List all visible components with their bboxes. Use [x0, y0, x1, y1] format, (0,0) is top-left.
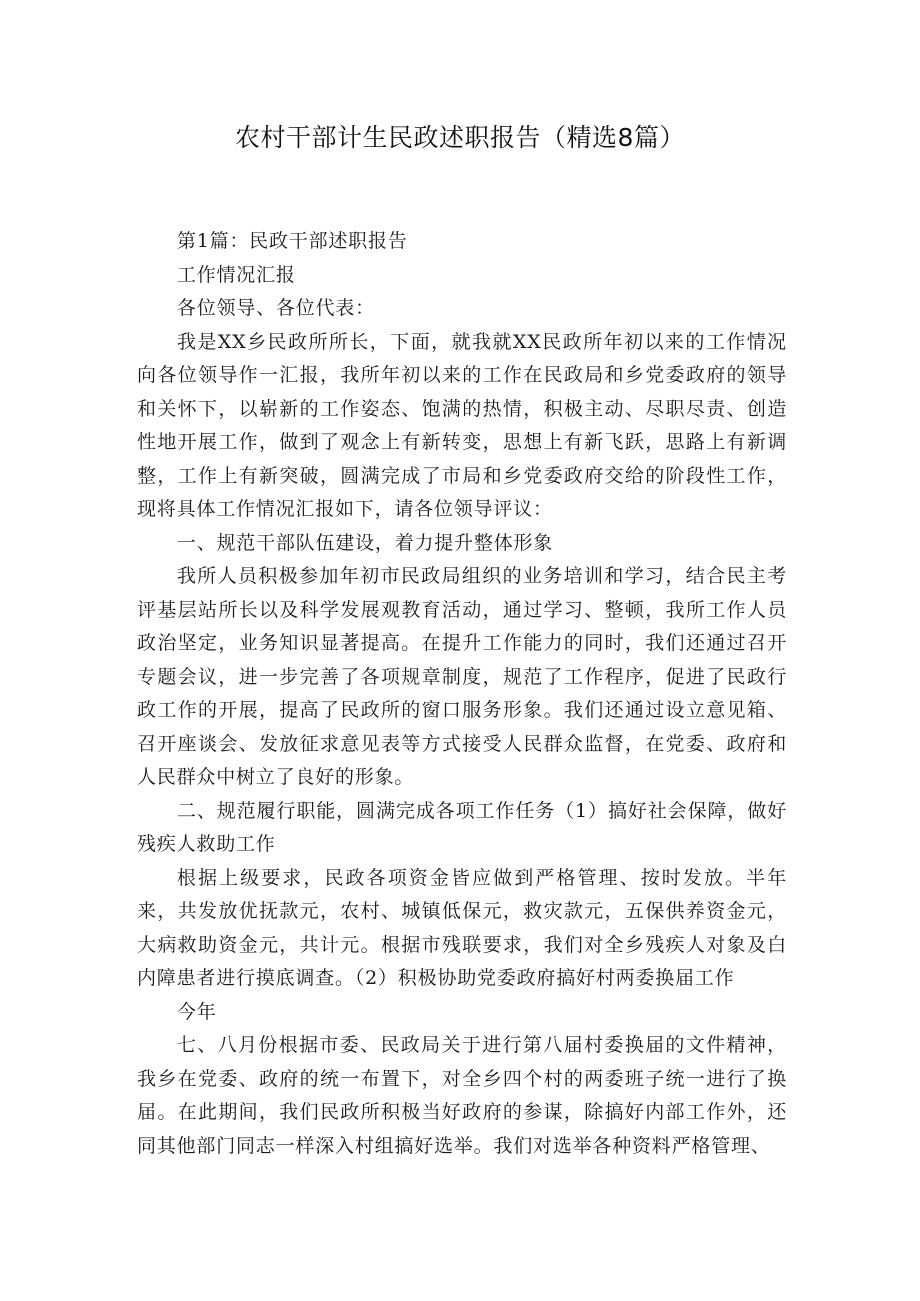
paragraph-section-2-heading: 二、规范履行职能，圆满完成各项工作任务（1）搞好社会保障，做好残疾人救助工作: [137, 799, 787, 855]
paragraph-election: 七、八月份根据市委、民政局关于进行第八届村委换届的文件精神，我乡在党委、政府的统一布置下，对全乡四个村的两委班子统一进行了换届。在此期间，我们民政所积极当好政府的参谋，除搞好内部工作外，还同其他部门同志一样深入村组搞好选举。我们对选举各种资料严格管理、: [137, 1034, 787, 1157]
paragraph-section-2-body: 根据上级要求，民政各项资金皆应做到严格管理、按时发放。半年来，共发放优抚款元，农村、城镇低保元，救灾款元，五保供养资金元，大病救助资金元，共计元。根据市残联要求，我们对全乡残疾人对象及白内障患者进行摸底调查。（2）积极协助党委政府搞好村两委换届工作: [137, 866, 787, 989]
paragraph-section-1-heading: 一、规范干部队伍建设，着力提升整体形象: [176, 531, 554, 554]
paragraph-heading-part1: 第1篇：民政干部述职报告: [176, 230, 408, 252]
document-title: 农村干部计生民政述职报告（精选8篇）: [235, 123, 685, 152]
paragraph-salutation: 各位领导、各位代表：: [176, 297, 375, 319]
paragraph-this-year: 今年: [176, 1000, 217, 1023]
paragraph-intro: 我是XX乡民政所所长，下面，就我就XX民政所年初以来的工作情况向各位领导作一汇报，我所年初以来的工作在民政局和乡党委政府的领导和关怀下，以崭新的工作姿态、饱满的热情，积极主动、尽职尽责、创造性地开展工作，做到了观念上有新转变，思想上有新飞跃，思路上有新调整，工作上有新突破，圆满完成了市局和乡党委政府交给的阶段性工作，现将具体工作情况汇报如下，请各位领导评议：: [137, 330, 787, 520]
document-body: [137, 225, 787, 1163]
paragraph-section-1-body: 我所人员积极参加年初市民政局组织的业务培训和学习，结合民主考评基层站所长以及科学发展观教育活动，通过学习、整顿，我所工作人员政治坚定，业务知识显著提高。在提升工作能力的同时，我们还通过召开专题会议，进一步完善了各项规章制度，规范了工作程序，促进了民政行政工作的开展，提高了民政所的窗口服务形象。我们还通过设立意见箱、召开座谈会、发放征求意见表等方式接受人民群众监督，在党委、政府和人民群众中树立了良好的形象。: [137, 565, 787, 788]
paragraph-subheading: 工作情况汇报: [176, 263, 296, 286]
